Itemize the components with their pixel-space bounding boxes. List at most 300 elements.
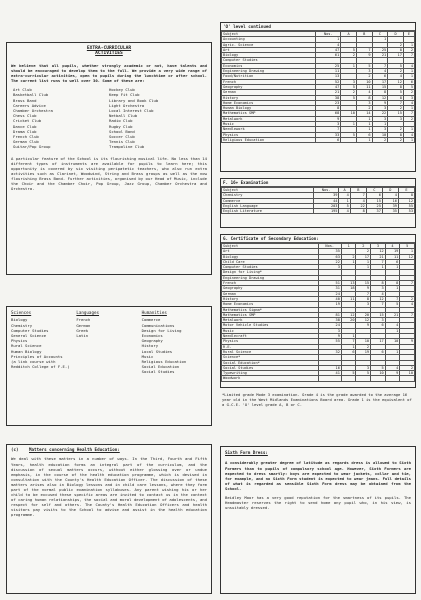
sciences-list <box>11 317 76 374</box>
column-header: Subject <box>222 32 316 37</box>
grade-count-cell: 4 <box>350 198 366 203</box>
grade-count-cell: 7 <box>400 281 415 286</box>
grade-count-cell: 4 <box>316 42 341 47</box>
grade-count-cell: 44 <box>313 198 339 203</box>
science-subject: Principles of Accounts <box>11 353 63 359</box>
grade-count-cell: 38 <box>318 318 341 323</box>
column-header: 1 <box>341 244 356 249</box>
grade-count-cell: 4 <box>385 365 400 370</box>
subject-cell: Accounting <box>222 37 316 42</box>
club-item: Trampoline Club <box>109 144 145 150</box>
grade-count-cell: 8 <box>356 95 372 100</box>
grade-count-cell: 1 <box>403 74 414 79</box>
subject-cell: Rural Science <box>222 349 319 354</box>
grade-count-cell: 1 <box>400 249 415 254</box>
subject-cell: Mathematics SMP <box>222 312 319 317</box>
subject-cell: Physics <box>222 132 316 137</box>
column-header: A <box>341 32 357 37</box>
grade-count-cell: 21 <box>371 254 386 259</box>
grade-count-cell: 1 <box>403 69 414 74</box>
humanities-subject: Geography <box>141 338 163 344</box>
grade-count-cell: 4 <box>388 74 404 79</box>
grade-count-cell: 17 <box>372 79 388 84</box>
grade-count-cell: 25 <box>316 63 341 68</box>
grade-count-cell: 20 <box>341 318 356 323</box>
grade-count-cell: 3 <box>316 122 341 127</box>
grade-count-cell: 55 <box>318 339 341 344</box>
grade-count-cell <box>341 137 357 142</box>
grade-count-cell: 25 <box>366 203 382 208</box>
column-header: D <box>388 32 404 37</box>
grade-count-cell: 13 <box>316 74 341 79</box>
grade-count-cell: 10 <box>385 339 400 344</box>
health-box <box>6 444 212 594</box>
extra-title-line-2: ACTIVITIES <box>95 51 123 57</box>
grade-count-cell: 11 <box>341 296 356 301</box>
grade-count-cell: 10 <box>356 339 371 344</box>
subject-cell: Mathematics Sigma* <box>222 307 319 312</box>
grade-count-cell: 3 <box>356 69 372 74</box>
grade-count-cell: 2 <box>400 296 415 301</box>
grade-count-cell: 2 <box>341 254 356 259</box>
sixth-text-2: Beidley Moor has a very good reputation for the smartness of its pupils. The Headmaster reserves the right to send home any pupil who, in his view, is unsuitably dressed. <box>225 494 411 511</box>
column-header: D <box>382 188 398 193</box>
subject-cell: Biology <box>222 53 316 58</box>
subject-cell: English Language <box>222 203 314 208</box>
grade-count-cell: 8 <box>388 84 404 89</box>
grade-count-cell: 6 <box>403 79 414 84</box>
grade-count-cell: 8 <box>372 90 388 95</box>
column-header: E <box>398 188 414 193</box>
grade-count-cell: 9 <box>356 286 371 291</box>
club-item: Guitar/Pop Group <box>13 144 51 150</box>
club-item: Radio Club <box>109 118 133 124</box>
grade-count-cell: 11 <box>316 69 341 74</box>
grade-count-cell: 2 <box>403 47 414 52</box>
grade-count-cell: 12 <box>356 318 371 323</box>
club-item: School Band <box>109 128 135 134</box>
subject-cell: Art <box>222 47 316 52</box>
grade-count-cell: 7 <box>350 193 366 198</box>
subjects-lists <box>7 317 211 374</box>
subject-cell: French <box>222 281 319 286</box>
grade-count-cell: 39 <box>313 193 339 198</box>
subject-cell: German <box>222 291 319 296</box>
header-sciences: Sciences <box>11 310 32 315</box>
column-header: 3 <box>371 244 386 249</box>
grade-count-cell: 2 <box>388 127 404 132</box>
grade-count-cell: 5 <box>403 84 414 89</box>
grade-count-cell: 18 <box>341 286 356 291</box>
science-subject: Computer Studies <box>11 327 49 333</box>
health-header <box>7 445 211 454</box>
grade-count-cell: 15 <box>388 111 404 116</box>
grade-count-cell: 9 <box>385 371 400 376</box>
grade-count-cell: 4 <box>403 132 414 137</box>
column-header: 2 <box>356 244 371 249</box>
grade-count-cell: 1 <box>372 122 388 127</box>
grade-count-cell: 4 <box>403 100 414 105</box>
grade-count-cell: 4 <box>339 193 350 198</box>
club-item: Careers Advice <box>13 102 46 108</box>
grade-count-cell: 2 <box>388 42 404 47</box>
extra-curricular-box <box>6 42 212 275</box>
grade-count-cell: 3 <box>372 116 388 121</box>
grade-count-cell: 1 <box>316 37 341 42</box>
grade-count-cell: 5 <box>341 95 357 100</box>
grade-count-cell: 12 <box>388 79 404 84</box>
olevel-box <box>220 22 416 172</box>
subject-cell: Needlecraft <box>222 334 319 339</box>
club-item: German Club <box>13 139 39 145</box>
grade-count-cell: 1 <box>385 265 400 270</box>
grade-count-cell: 3 <box>371 286 386 291</box>
grade-count-cell: 47 <box>316 84 341 89</box>
science-subject: Chemistry <box>11 322 33 328</box>
grade-count-cell: 61 <box>316 53 341 58</box>
grade-count-cell: 9 <box>356 53 372 58</box>
grade-count-cell: 2 <box>341 53 357 58</box>
grade-count-cell: 10 <box>400 371 415 376</box>
grade-count-cell: 2 <box>400 365 415 370</box>
grade-count-cell: 5 <box>388 63 404 68</box>
grade-count-cell: 5 <box>356 63 372 68</box>
table-row <box>222 376 415 381</box>
grade-count-cell: 20 <box>356 312 371 317</box>
subject-cell: Human Biology <box>222 106 316 111</box>
grade-count-cell <box>371 376 386 381</box>
subject-cell: Computer Studies <box>222 58 316 63</box>
club-item: Soccer Club <box>109 134 135 140</box>
grade-count-cell: 1 <box>385 349 400 354</box>
humanities-subject: Social Education <box>141 364 180 370</box>
grade-count-cell: 12 <box>398 198 414 203</box>
column-header: C <box>372 32 388 37</box>
health-label: (c) <box>11 447 19 452</box>
clubs-list <box>7 85 211 151</box>
grade-count-cell: 3 <box>356 302 371 307</box>
grade-count-cell: 3 <box>356 100 372 105</box>
humanities-subject: History <box>141 343 159 349</box>
health-title: Matters concerning Health Education: <box>29 447 120 452</box>
subject-cell: Chemistry <box>222 193 314 198</box>
humanities-subject: Communications <box>141 322 175 328</box>
subject-cell: Religious Education <box>222 137 316 142</box>
grade-count-cell: 6 <box>366 193 382 198</box>
club-item: French Club <box>13 134 39 140</box>
column-header: 5 <box>400 244 415 249</box>
grade-count-cell: 24 <box>318 323 341 328</box>
grade-count-cell: 9 <box>400 339 415 344</box>
grade-count-cell: 12 <box>371 249 386 254</box>
grade-count-cell: 3 <box>372 127 388 132</box>
club-item: Hockey Club <box>109 87 135 93</box>
humanities-subject: Economics <box>141 333 163 339</box>
grade-count-cell: 10 <box>372 132 388 137</box>
grade-count-cell: 7 <box>356 47 372 52</box>
grade-count-cell <box>385 376 400 381</box>
grade-count-cell: 22 <box>350 203 366 208</box>
grade-count-cell: 8 <box>356 296 371 301</box>
grade-count-cell <box>341 376 356 381</box>
humanities-list <box>142 317 207 374</box>
column-header: Subject <box>222 244 319 249</box>
subjects-box <box>6 306 212 426</box>
extra-title-line-1: EXTRA-CURRICULAR <box>86 46 132 51</box>
grade-count-cell: 22 <box>318 259 341 264</box>
grade-count-cell: 17 <box>356 254 371 259</box>
grade-count-cell: 21 <box>316 90 341 95</box>
grade-count-cell: 203 <box>313 203 339 208</box>
grade-count-cell: 33 <box>316 132 341 137</box>
subject-cell: Economics <box>222 63 316 68</box>
column-header: Nos. <box>313 188 339 193</box>
exam16-title: F. 16+ Examination <box>221 179 415 187</box>
grade-count-cell: 13 <box>341 281 356 286</box>
subject-cell: Social Studies <box>222 365 319 370</box>
grade-count-cell: 1 <box>356 265 371 270</box>
subject-cell: History <box>222 296 319 301</box>
grade-count-cell: 47 <box>316 47 341 52</box>
science-subject: Physics <box>11 338 28 344</box>
subject-cell: Science* <box>222 355 319 360</box>
subject-cell: Geography <box>222 286 319 291</box>
grade-count-cell: 52 <box>316 79 341 84</box>
column-header: A <box>339 188 350 193</box>
grade-count-cell: 2 <box>403 116 414 121</box>
grade-count-cell: 9 <box>356 323 371 328</box>
grade-count-cell: 1 <box>341 344 356 349</box>
grade-count-cell: 5 <box>341 47 357 52</box>
grade-count-cell: 17 <box>371 339 386 344</box>
grade-count-cell: 1 <box>371 265 386 270</box>
club-item: Keep Fit Club <box>109 92 140 98</box>
sixth-form-box <box>220 446 416 594</box>
grade-count-cell: 38 <box>316 95 341 100</box>
grade-count-cell: 53 <box>398 209 414 214</box>
subject-cell: German <box>222 90 316 95</box>
grade-count-cell: 4 <box>339 209 350 214</box>
cse-box <box>220 234 416 388</box>
subject-cell: Metalwork <box>222 116 316 121</box>
grade-count-cell: 2 <box>356 249 371 254</box>
subject-cell: Physics <box>222 339 319 344</box>
subject-cell: Mathematics SMP <box>222 111 316 116</box>
grade-count-cell: 19 <box>356 349 371 354</box>
grade-count-cell: 39 <box>382 203 398 208</box>
humanities-subject: Design for Living <box>141 327 182 333</box>
grade-count-cell: 12 <box>372 95 388 100</box>
grade-count-cell <box>318 376 341 381</box>
club-item: Tennis Club <box>109 139 135 145</box>
grade-count-cell: 35 <box>382 209 398 214</box>
grade-count-cell: 5 <box>388 90 404 95</box>
grade-count-cell: 6 <box>385 259 400 264</box>
club-item: Drama Club <box>13 128 37 134</box>
humanities-subject: Music <box>141 353 154 359</box>
subject-cell: Home Economics <box>222 100 316 105</box>
table-row <box>222 209 415 214</box>
grade-count-cell: 5 <box>371 365 386 370</box>
grade-count-cell: 6 <box>316 137 341 142</box>
science-subject: General Science <box>11 333 47 339</box>
table-row <box>222 137 415 142</box>
grade-count-cell: 7 <box>371 302 386 307</box>
subject-cell: R.E. <box>222 344 319 349</box>
grade-count-cell: 51 <box>318 281 341 286</box>
subject-cell: Woodwork <box>222 376 319 381</box>
grade-count-cell: 3 <box>372 106 388 111</box>
grade-count-cell: 14 <box>356 111 372 116</box>
grade-count-cell: 9 <box>316 116 341 121</box>
science-subject: Rural Science <box>11 343 42 349</box>
grade-count-cell: 15 <box>366 198 382 203</box>
humanities-subject: Social Studies <box>141 369 175 375</box>
column-header: E <box>403 32 414 37</box>
grade-count-cell: 9 <box>372 100 388 105</box>
grade-count-cell: 4 <box>382 193 398 198</box>
grade-count-cell: 3 <box>318 328 341 333</box>
grade-count-cell: 8 <box>388 132 404 137</box>
grade-count-cell: 5 <box>339 203 350 208</box>
grade-count-cell: 1 <box>356 116 372 121</box>
grade-count-cell: 4 <box>371 291 386 296</box>
subject-cell: Engineering Drawing <box>222 275 319 280</box>
grade-count-cell: 12 <box>400 254 415 259</box>
grade-count-cell: 35 <box>318 249 341 254</box>
grade-count-cell: 1 <box>356 137 372 142</box>
subject-cell: Home Economics <box>222 302 319 307</box>
grade-count-cell: 8 <box>388 95 404 100</box>
grade-count-cell: 15 <box>371 312 386 317</box>
grade-count-cell: 5 <box>341 132 357 137</box>
languages-list <box>76 317 141 374</box>
grade-count-cell: 31 <box>318 286 341 291</box>
science-subject: Redditch College of F.E.) <box>11 364 70 370</box>
grade-count-cell: 7 <box>385 296 400 301</box>
grade-count-cell: 19 <box>318 302 341 307</box>
grade-count-cell: 21 <box>372 53 388 58</box>
sixth-text-1: A considerably greater degree of latitude as regards dress is allowed to Sixth Formers than to pupils of compulsory school age. However, Sixth Formers are expected to dress smartly: boys are expected to wear jackets, collar and tie, for example, and no Sixth Form student is expected to wear jeans. Full details of what is regarded as sensible Sixth Form dress may be obtained from the School. <box>225 460 411 491</box>
grade-count-cell: 10 <box>356 79 372 84</box>
grade-count-cell: 3 <box>403 95 414 100</box>
grade-count-cell: 24 <box>318 291 341 296</box>
olevel-table <box>221 31 415 143</box>
humanities-subject: Religious Education <box>141 359 187 365</box>
science-subject: Biology <box>11 317 28 323</box>
grade-count-cell: 1 <box>403 137 414 142</box>
grade-count-cell: 1 <box>341 259 356 264</box>
grade-count-cell: 81 <box>318 312 341 317</box>
grade-count-cell: 7 <box>400 312 415 317</box>
grade-count-cell: 6 <box>371 349 386 354</box>
grade-count-cell: 2 <box>356 74 372 79</box>
health-text: We deal with these matters in a number of ways. In the Third, Fourth and Fifth Years, health education forms an integral part of the curriculum, and the discussion of sexual matters occurs, without either glossing over or undue emphasis, in the course of the health education programme, which is devised in consultation with the County's Health Education Officer. The discussion of these matters arises also in Biology lessons and in child care lessons, where they form part of the normal public examination syllabuses. Any parent wishing his or her child to be excused these specific areas are invited to contact us in the context of caring human relationships, the social and moral development of adolescents, and respect for self and others. The County's Health Education Officers and health visitors pay visits to the School to advise and assist in the health education programme. <box>11 456 207 518</box>
subject-cell: Needlework <box>222 127 316 132</box>
grade-count-cell: 8 <box>385 281 400 286</box>
grade-count-cell: 4 <box>400 302 415 307</box>
column-header: C <box>366 188 382 193</box>
grade-count-cell: 41 <box>318 371 341 376</box>
grade-count-cell: 16 <box>318 365 341 370</box>
extra-outro: A particular feature of the School is its flourishing musical life. No less than 14 different types of instruments are available for pupils to learn here; this opportunity is covered by six visiting peripatetic teachers, who also run extra activities such as Clarinet, Woodwind, String and Brass groups as well as the now flourishing Brass Band. Further activities, organised by our Head of Music, include the Choir and the Chamber Choir, Pop Group, Jazz Group, Chamber Orchestra and Orchestra. <box>11 155 207 192</box>
clubs-right-column <box>109 87 205 149</box>
grade-count-cell: 8 <box>398 193 414 198</box>
subject-cell: Music <box>222 122 316 127</box>
grade-count-cell: 4 <box>356 90 372 95</box>
column-header: Nos. <box>316 32 341 37</box>
grade-count-cell: 17 <box>388 53 404 58</box>
grade-count-cell: 6 <box>371 323 386 328</box>
language-subject: French <box>76 317 91 323</box>
column-header: B <box>350 188 366 193</box>
grade-count-cell: 1 <box>403 106 414 111</box>
grade-count-cell: 7 <box>388 100 404 105</box>
grade-count-cell <box>356 376 371 381</box>
subject-cell: Music <box>222 328 319 333</box>
grade-count-cell: 2 <box>388 137 404 142</box>
grade-count-cell: 12 <box>341 312 356 317</box>
subject-cell: Biology <box>222 254 319 259</box>
club-item: Cricket Club <box>13 118 42 124</box>
science-subject: (a link course with <box>11 359 56 365</box>
sixth-title: Sixth Form Dress: <box>225 450 268 455</box>
grade-count-cell: 12 <box>371 296 386 301</box>
subject-cell: Commerce <box>222 198 314 203</box>
grade-count-cell: 21 <box>385 312 400 317</box>
grade-count-cell: 1 <box>341 334 356 339</box>
grade-count-cell: 40 <box>318 296 341 301</box>
grade-count-cell: 10 <box>371 371 386 376</box>
grade-count-cell: 3 <box>318 265 341 270</box>
grade-count-cell: 4 <box>385 323 400 328</box>
grade-count-cell: 1 <box>403 42 414 47</box>
grade-count-cell: 32 <box>318 349 341 354</box>
language-subject: Greek <box>76 327 89 333</box>
grade-count-cell <box>400 376 415 381</box>
grade-count-cell: 2 <box>388 69 404 74</box>
grade-count-cell: 6 <box>341 349 356 354</box>
subject-cell: Design for Living* <box>222 270 319 275</box>
exam16-box <box>220 178 416 228</box>
column-header: B <box>356 32 372 37</box>
grade-count-cell: 7 <box>403 53 414 58</box>
grade-count-cell: 1 <box>356 122 372 127</box>
grade-count-cell: 19 <box>385 249 400 254</box>
grade-count-cell: 5 <box>356 371 371 376</box>
grade-count-cell: 195 <box>313 209 339 214</box>
club-item: Local Interest Club <box>109 108 154 113</box>
subject-cell: Child Care <box>222 259 319 264</box>
subject-cell: Typewriting <box>222 371 319 376</box>
column-header: Subject <box>222 188 314 193</box>
club-item: Basketball Club <box>13 92 49 98</box>
grade-count-cell: 7 <box>316 127 341 132</box>
grade-count-cell: 8 <box>316 106 341 111</box>
subject-cell: English Literature <box>222 209 314 214</box>
grade-count-cell: 7 <box>341 339 356 344</box>
cse-note: *Limited grade Mode 3 examination. Grade 4 is the grade awarded to the average 16 year old in the West Midlands Examinations Board area. Grade 1 is the equivalent of a G.C.E. 'O' level grade A, B or C. <box>222 392 412 407</box>
grade-count-cell: 1 <box>341 63 357 68</box>
exam16-table <box>221 187 415 214</box>
cse-table <box>221 243 415 382</box>
humanities-subject: Local Studies <box>141 348 173 354</box>
grade-count-cell: 7 <box>371 259 386 264</box>
grade-count-cell: 37 <box>366 209 382 214</box>
grade-count-cell: 7 <box>372 63 388 68</box>
grade-count-cell: 15 <box>372 84 388 89</box>
grade-count-cell: 2 <box>341 90 357 95</box>
